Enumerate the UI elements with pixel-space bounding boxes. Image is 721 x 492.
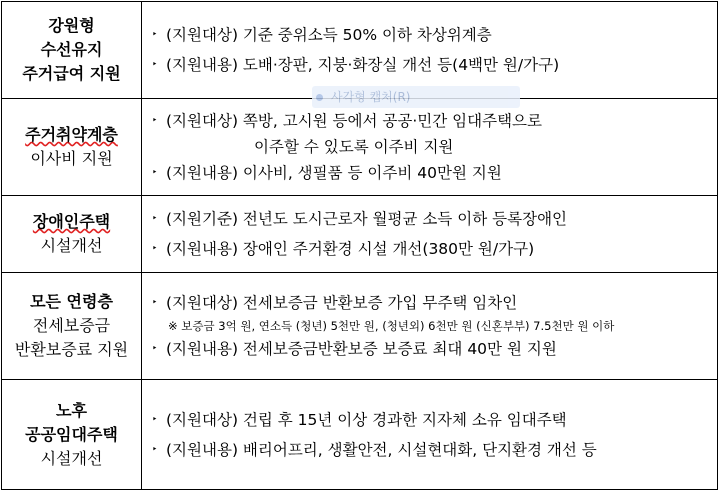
detail-item <box>148 160 717 186</box>
detail-item <box>148 336 717 362</box>
table-row <box>2 196 718 273</box>
bullet-icon: ‣ <box>152 30 158 40</box>
program-name-line: 전세보증금 <box>32 316 111 335</box>
program-name-line: 노후 <box>56 400 87 420</box>
detail-text: (지원내용) 전세보증금반환보증 보증료 최대 40만 원 지원 <box>166 340 557 358</box>
capture-dot-icon <box>316 94 323 101</box>
program-name-line: 주거급여 지원 <box>22 64 121 83</box>
detail-item <box>148 22 717 48</box>
detail-text: (지원내용) 배리어프리, 생활안전, 시설현대화, 단지환경 개선 등 <box>166 440 597 459</box>
program-name-cell <box>2 196 142 273</box>
bullet-icon: ‣ <box>152 298 158 308</box>
detail-item <box>148 206 717 232</box>
eligibility-note: ※ 보증금 3억 원, 연소득 (청년) 5천만 원, (청년외) 6천만 원 (신혼부부) 7.5천만 원 이하 <box>168 319 615 333</box>
detail-text: (지원대상) 쪽방, 고시원 등에서 공공·민간 임대주택으로 <box>166 112 542 130</box>
detail-text: (지원대상) 기준 중위소득 50% 이하 차상위계층 <box>166 26 492 44</box>
program-name-line: 공공임대주택 <box>25 424 118 444</box>
table-row <box>2 2 718 99</box>
program-detail-cell <box>142 99 718 196</box>
program-name-cell <box>2 380 142 490</box>
detail-text: (지원내용) 장애인 주거환경 시설 개선(380만 원/가구) <box>166 240 535 258</box>
program-detail-cell <box>142 273 718 380</box>
capture-watermark <box>312 86 520 108</box>
bullet-icon: ‣ <box>152 444 158 455</box>
program-detail-cell <box>142 196 718 273</box>
program-name-line: 시설개선 <box>40 236 103 255</box>
bullet-icon: ‣ <box>152 414 158 425</box>
detail-text: (지원대상) 건립 후 15년 이상 경과한 지자체 소유 임대주택 <box>166 410 567 429</box>
program-name-line: 수선유지 <box>40 40 103 59</box>
detail-text: (지원기준) 전년도 도시근로자 월평균 소득 이하 등록장애인 <box>166 210 568 228</box>
program-name-cell <box>2 273 142 380</box>
detail-continuation: 이주할 수 있도록 이주비 지원 <box>254 138 454 156</box>
detail-text: (지원내용) 이사비, 생필품 등 이주비 40만원 지원 <box>166 164 502 182</box>
table-row <box>2 99 718 196</box>
bullet-icon: ‣ <box>152 244 158 254</box>
detail-text: (지원내용) 도배·장판, 지붕·화장실 개선 등(4백만 원/가구) <box>166 56 560 74</box>
bullet-icon: ‣ <box>152 116 158 126</box>
table-row <box>2 380 718 490</box>
program-name-line: 강원형 <box>48 16 95 35</box>
program-name-line: 이사비 지원 <box>30 149 113 168</box>
detail-text: (지원대상) 전세보증금 반환보증 가입 무주택 임차인 <box>166 294 518 312</box>
detail-item <box>148 437 717 463</box>
policy-table <box>1 1 718 490</box>
program-name-line: 주거취약계층 <box>25 125 118 144</box>
bullet-icon: ‣ <box>152 214 158 224</box>
detail-item <box>148 52 717 78</box>
bullet-icon: ‣ <box>152 344 158 354</box>
detail-item <box>148 407 717 433</box>
program-detail-cell <box>142 2 718 99</box>
detail-item <box>148 108 717 134</box>
program-name-line: 모든 연령층 <box>30 292 113 311</box>
program-name-line: 장애인주택 <box>32 212 111 231</box>
program-name-cell <box>2 99 142 196</box>
bullet-icon: ‣ <box>152 168 158 178</box>
detail-item <box>148 236 717 262</box>
table-row <box>2 273 718 380</box>
watermark-text: 사각형 캡처(R) <box>331 90 411 104</box>
program-name-line: 반환보증료 지원 <box>14 340 129 359</box>
program-name-cell <box>2 2 142 99</box>
program-detail-cell <box>142 380 718 490</box>
program-name-line: 시설개선 <box>40 448 103 468</box>
bullet-icon: ‣ <box>152 60 158 70</box>
detail-item <box>148 290 717 316</box>
